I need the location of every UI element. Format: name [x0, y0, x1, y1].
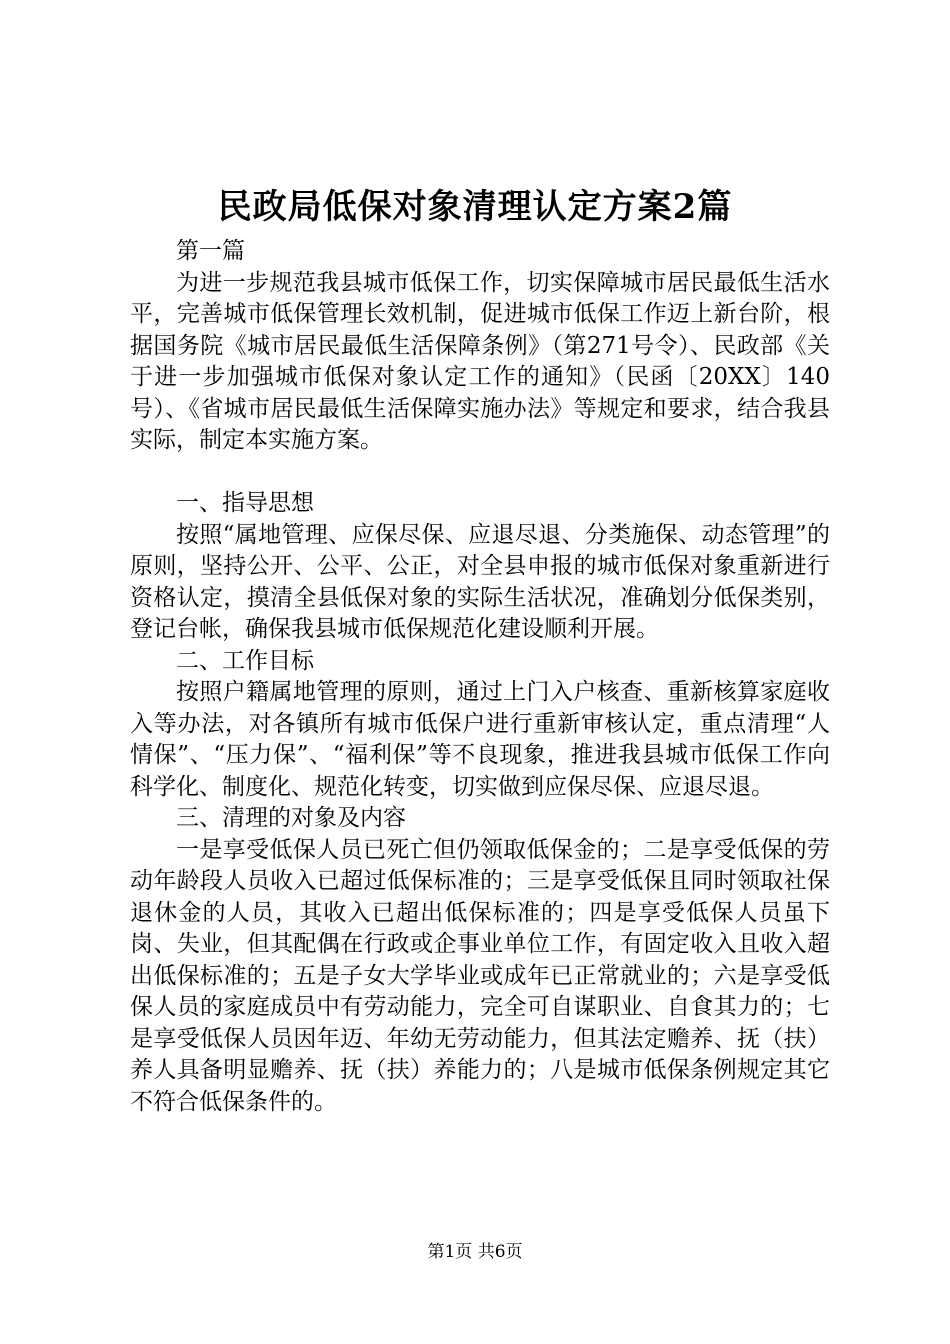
section-label-first: 第一篇 — [176, 238, 245, 264]
paragraph-cleanup-targets: 一是享受低保人员已死亡但仍领取低保金的；二是享受低保的劳动年龄段人员收入已超过低保标准的；三是享受低保且同时领取社保退休金的人员，其收入已超出低保标准的；四是享受低保人员虽下岗、失业，但其配偶在行政或企事业单位工作，有固定收入且收入超出低保标准的；五是子女大学毕业或成年已正常就业的；六是享受低保人员的家庭成员中有劳动能力，完全可自谋职业、自食其力的；七是享受低保人员因年迈、年幼无劳动能力，但其法定赡养、抚（扶）养人具备明显赡养、抚（扶）养能力的；八是城市低保条例规定其它不符合低保条件的。 — [130, 836, 830, 1115]
document-body — [130, 236, 830, 1118]
paragraph-work-goals: 按照户籍属地管理的原则，通过上门入户核查、重新核算家庭收入等办法，对各镇所有城市低保户进行重新审核认定，重点清理“人情保”、“压力保”、“福利保”等不良现象，推进我县城市低保工作向科学化、制度化、规范化转变，切实做到应保尽保、应退尽退。 — [130, 679, 830, 800]
heading-work-goals: 二、工作目标 — [176, 647, 314, 674]
document-title: 民政局低保对象清理认定方案2篇 — [217, 187, 733, 227]
intro-paragraph: 为进一步规范我县城市低保工作，切实保障城市居民最低生活水平，完善城市低保管理长效机制，促进城市低保工作迈上新台阶，根据国务院《城市居民最低生活保障条例》（第271号令）、民政部《关于进一步加强城市低保对象认定工作的通知》（民函〔20XX〕140号）、《省城市居民最低生活保障实施办法》等规定和要求，结合我县实际，制定本实施方案。 — [130, 269, 830, 453]
page-number-footer: 第1页 共6页 — [427, 1242, 523, 1262]
paragraph-guiding-ideology: 按照“属地管理、应保尽保、应退尽退、分类施保、动态管理”的原则，坚持公开、公平、公正，对全县申报的城市低保对象重新进行资格认定，摸清全县低保对象的实际生活状况，准确划分低保类别，登记台帐，确保我县城市低保规范化建设顺利开展。 — [130, 521, 830, 642]
heading-cleanup-targets: 三、清理的对象及内容 — [176, 805, 406, 831]
heading-guiding-ideology: 一、指导思想 — [176, 490, 314, 516]
